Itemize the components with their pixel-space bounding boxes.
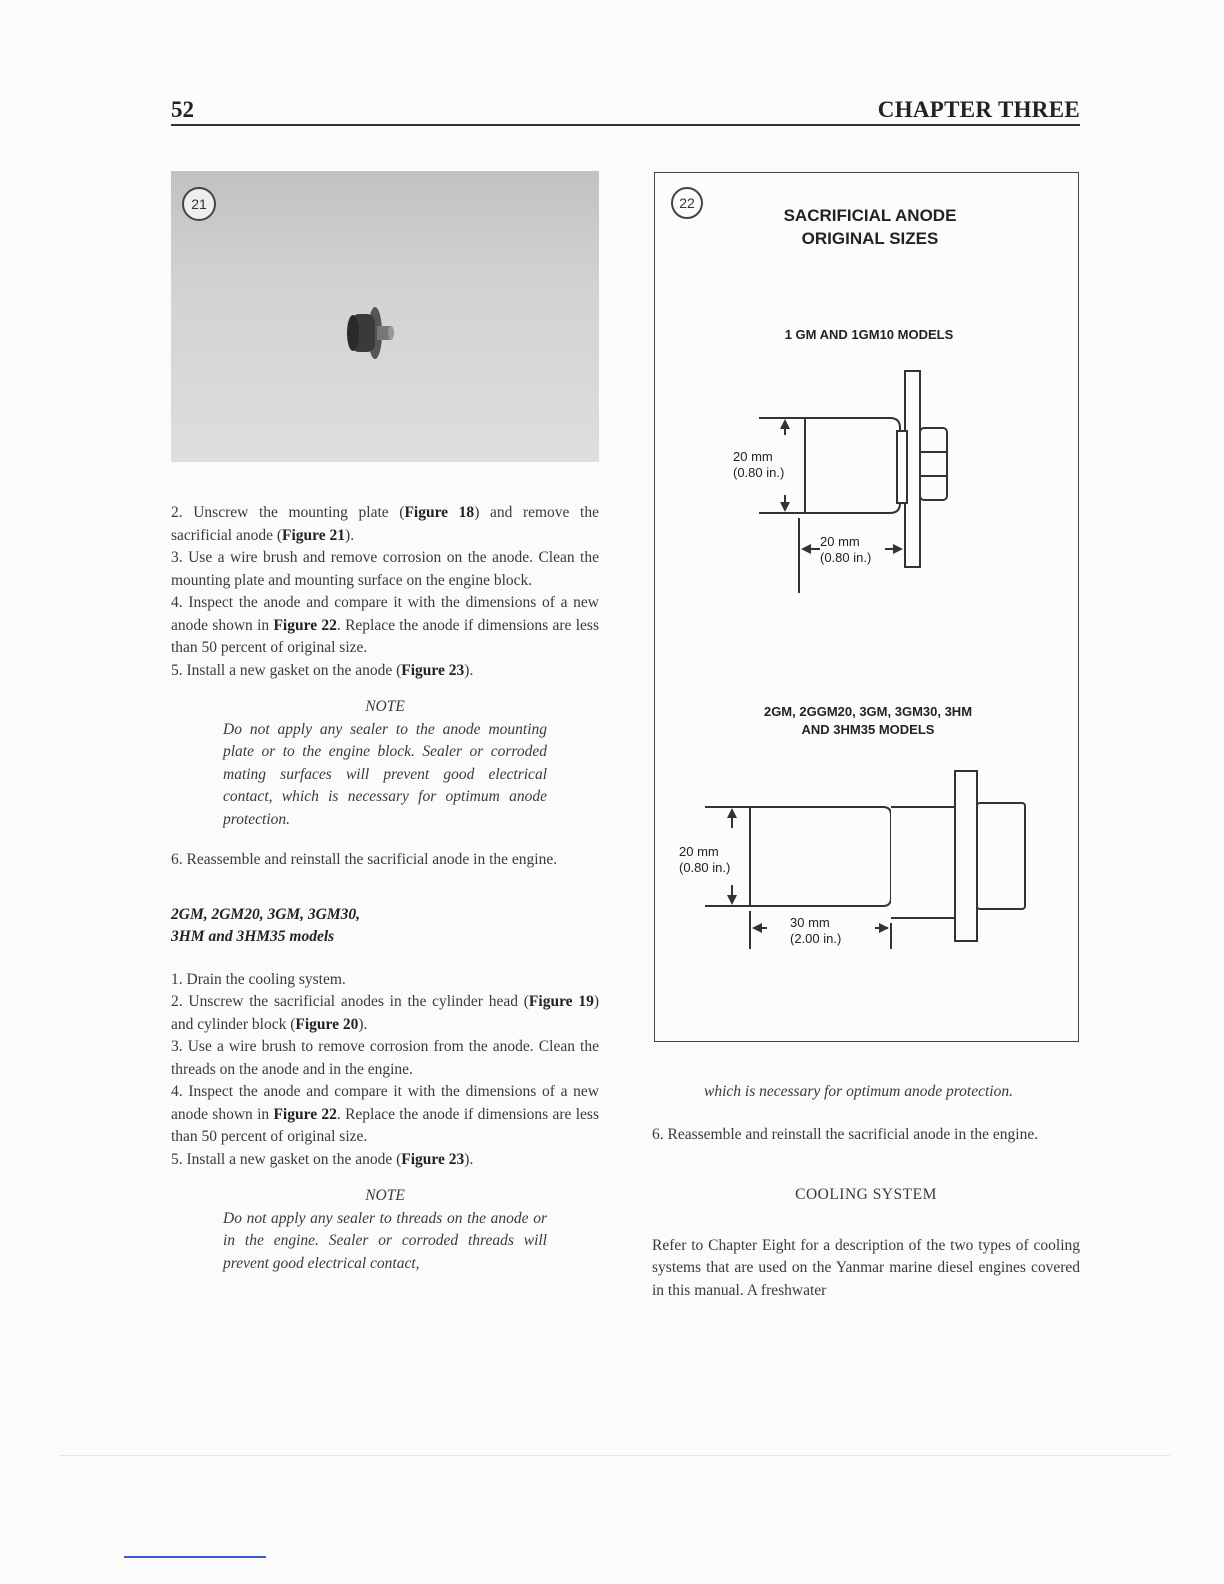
- s1-height-in: (0.80 in.): [733, 465, 785, 480]
- cooling-system-paragraph: Refer to Chapter Eight for a description of the two types of cooling systems that are used on the Yanmar marine diesel engines covered in this manual. A freshwater: [652, 1236, 1080, 1299]
- section-2-heading-line-2: AND 3HM35 MODELS: [801, 722, 935, 737]
- anode-2-drawing: [705, 771, 1025, 949]
- s2-height-mm: 20 mm: [679, 844, 719, 859]
- figure-ref: Figure 22: [273, 616, 337, 634]
- anode-photo-image: [171, 171, 599, 462]
- figure-ref: Figure 23: [401, 1150, 465, 1168]
- subheading-line-2: 3HM and 3HM35 models: [171, 928, 335, 945]
- chapter-title: CHAPTER THREE: [877, 97, 1080, 122]
- s1-length-in: (0.80 in.): [820, 550, 872, 565]
- right-column: [652, 1081, 1080, 1302]
- figure-22-number: 22: [679, 195, 695, 211]
- s1-height-mm: 20 mm: [733, 449, 773, 464]
- scan-artifact-line: [60, 1455, 1170, 1456]
- b-step-2: 2. Unscrew the sacrificial anodes in the cylinder head (Figure 19) and cylinder block (Figure 20).: [171, 993, 599, 1033]
- note-continuation: which is necessary for optimum anode protection.: [704, 1083, 1013, 1100]
- figure-ref: Figure 22: [273, 1105, 337, 1123]
- subheading-line-1: 2GM, 2GM20, 3GM, 3GM30,: [171, 905, 361, 923]
- cooling-system-heading: COOLING SYSTEM: [795, 1186, 937, 1203]
- section-2-heading-line-1: 2GM, 2GGM20, 3GM, 3GM30, 3HM: [763, 704, 973, 719]
- step-3: 3. Use a wire brush and remove corrosion on the anode. Clean the mounting plate and mounting surface on the engine block.: [171, 549, 599, 589]
- figure-22-title-line-1: SACRIFICIAL ANODE: [783, 206, 957, 225]
- figure-22-title-line-2: ORIGINAL SIZES: [801, 229, 939, 248]
- b-step-3: 3. Use a wire brush to remove corrosion from the anode. Clean the threads on the anode and in the engine.: [171, 1038, 599, 1078]
- step-4: 4. Inspect the anode and compare it with the dimensions of a new anode shown in Figure 22. Replace the anode if dimensions are less than 50 percent of original size.: [171, 594, 599, 656]
- b-step-4: 4. Inspect the anode and compare it with the dimensions of a new anode shown in Figure 22. Replace the anode if dimensions are less than 50 percent of original size.: [171, 1083, 599, 1145]
- b-step-1: 1. Drain the cooling system.: [171, 970, 346, 988]
- figure-ref: Figure 21: [282, 526, 346, 544]
- figure-ref: Figure 18: [404, 504, 475, 521]
- figure-ref: Figure 19: [528, 993, 594, 1010]
- figure-ref: Figure 20: [295, 1015, 359, 1033]
- s2-length-in: (2.00 in.): [790, 931, 842, 946]
- s1-length-mm: 20 mm: [820, 534, 860, 549]
- s2-length-mm: 30 mm: [790, 915, 830, 930]
- section-1-heading: 1 GM AND 1GM10 MODELS: [784, 327, 954, 342]
- figure-22-diagram: [655, 173, 1078, 1041]
- note-2-text: Do not apply any sealer to threads on the anode or in the engine. Sealer or corroded threads will prevent good electrical contact,: [223, 1209, 547, 1272]
- note-text: Do not apply any sealer to the anode mounting plate or to the engine block. Sealer or corroded mating surfaces will prevent good electrical contact, which is necessary for optimum anode protection.: [223, 720, 547, 828]
- b-step-5: 5. Install a new gasket on the anode (Figure 23).: [171, 1150, 474, 1168]
- note-label: NOTE: [365, 698, 405, 715]
- page-number: 52: [171, 97, 194, 122]
- bottom-accent-line: [124, 1556, 266, 1558]
- step-5: 5. Install a new gasket on the anode (Figure 23).: [171, 661, 474, 679]
- figure-22: [654, 172, 1079, 1042]
- right-step-6: 6. Reassemble and reinstall the sacrificial anode in the engine.: [652, 1125, 1039, 1143]
- note-2-label: NOTE: [365, 1187, 405, 1204]
- s2-height-in: (0.80 in.): [679, 860, 731, 875]
- left-column: [171, 502, 599, 1275]
- figure-21-number: 21: [182, 187, 216, 221]
- step-2: 2. Unscrew the mounting plate (Figure 18) and remove the sacrificial anode (Figure 21).: [171, 504, 599, 544]
- step-6: 6. Reassemble and reinstall the sacrificial anode in the engine.: [171, 851, 558, 868]
- figure-ref: Figure 23: [401, 661, 465, 679]
- header-rule: [171, 124, 1080, 126]
- figure-21-photo: [171, 171, 599, 462]
